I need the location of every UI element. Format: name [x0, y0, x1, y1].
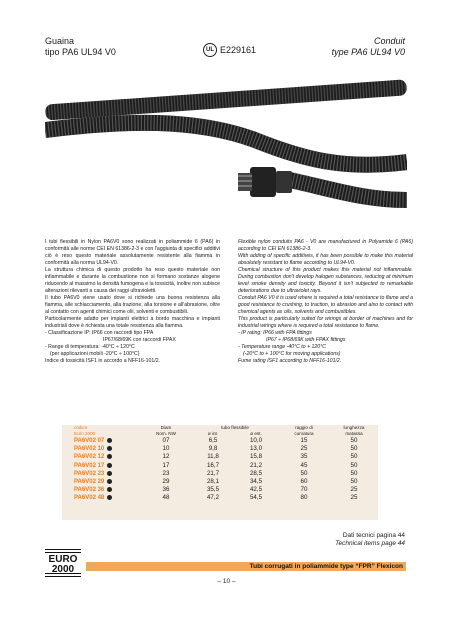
ul-certification-icon: UL	[203, 43, 217, 57]
cell-lunghezza-value: 50	[350, 478, 358, 486]
cell-raggio	[278, 494, 330, 502]
cell-est	[234, 478, 278, 486]
reference-it: Dati tecnici pagina 44	[342, 532, 405, 539]
cell-nw	[140, 445, 192, 453]
cell-nw-value: 29	[162, 478, 170, 486]
cell-est-value: 34,5	[249, 478, 263, 486]
cell-lunghezza-value: 25	[350, 494, 358, 502]
description-italian	[45, 239, 220, 365]
logo-line1: EURO	[48, 554, 78, 565]
header-subtitle-en: type PA6 UL94 V0	[331, 47, 405, 57]
text-en-bullet: - IP rating: IP66 with FPA fittings	[238, 330, 312, 336]
cell-raggio-value: 50	[300, 469, 308, 477]
cell-raggio	[278, 478, 330, 486]
col-header-matassa: matassa	[345, 431, 363, 436]
cell-est	[234, 445, 278, 453]
cell-est-value: 10,0	[249, 437, 263, 444]
euro2000-logo	[45, 548, 81, 578]
cell-est-value: 28,5	[249, 469, 263, 477]
cell-nw-value: 07	[162, 437, 170, 444]
cell-raggio	[278, 486, 330, 494]
text-en-paragraph: Chemical structure of this product makes this material not inflammable. During combustion don't develop halogen substances, reducing at minimum level smoke density and toxicity. Beyond it isn't subjected to remarkable deteriorations due to ultraviolet rays.	[238, 267, 413, 294]
page-number: – 10 –	[217, 578, 236, 585]
cell-lunghezza-value: 50	[350, 437, 358, 444]
col-header-diam: Diam	[160, 425, 172, 430]
cell-code	[62, 478, 140, 486]
text-en-paragraph: Flexible nylon conduits PA6 - V0 are manufactured in Polyamide 6 (PA6) according to CEI EN 61386-2-3.	[238, 239, 413, 252]
cell-code	[62, 437, 140, 445]
bullet-icon	[107, 454, 112, 459]
cell-lunghezza-value: 50	[350, 445, 358, 453]
cell-est	[234, 494, 278, 502]
cell-code-value: PA6V02 07	[74, 438, 105, 444]
text-it-bullet: (per applicazioni mobili -20°C ÷ 100°C)	[50, 351, 140, 357]
cell-raggio	[278, 453, 330, 461]
cell-raggio-value: 70	[300, 486, 308, 494]
cell-raggio-value: 15	[300, 437, 308, 444]
text-en-bullet: IP67 ÷ IP68/69K with FPAX fittings	[266, 337, 346, 343]
cell-nw-value: 23	[162, 469, 170, 477]
cell-est-value: 13,0	[249, 445, 263, 453]
cell-lunghezza-value: 50	[350, 469, 358, 477]
cell-raggio-value: 25	[300, 445, 308, 453]
cell-est	[234, 453, 278, 461]
cell-lunghezza	[330, 478, 378, 486]
cell-code	[62, 462, 140, 470]
cell-nw	[140, 453, 192, 461]
cell-int	[192, 486, 234, 494]
header-title-it: Guaina	[45, 36, 75, 46]
specs-table	[62, 425, 378, 520]
cell-est	[234, 437, 278, 445]
col-header-codice: codice	[74, 425, 88, 430]
cell-raggio	[278, 462, 330, 470]
cell-int	[192, 437, 234, 445]
cell-est	[234, 470, 278, 478]
text-en-paragraph: Conduit PA6 V0 it is used where is required a total resistance to flame and a good resistance to crushing, to traction, to abrasion and also to contact with chemical agents as oils, solvents and combustibles.	[238, 295, 413, 315]
text-it-paragraph: La struttura chimica di questo prodotto ha reso questo materiale non infiammabile e durante la combustione non si formano sostanze alogene riducendo al massimo la densità fumogena e la tossicità, inoltre non subisce alterazioni rilevanti a causa dei raggi ultravioletti.	[45, 267, 220, 294]
cell-est	[234, 486, 278, 494]
cell-int-value: 9,8	[208, 445, 218, 453]
cell-lunghezza	[330, 462, 378, 470]
table-row	[62, 470, 378, 478]
cell-int	[192, 478, 234, 486]
table-row	[62, 453, 378, 461]
cell-nw-value: 48	[162, 494, 170, 502]
cell-nw-value: 17	[162, 461, 170, 469]
table-row	[62, 437, 378, 445]
cell-code-value: PA6V02 29	[74, 479, 105, 486]
cell-est	[234, 462, 278, 470]
cell-int-value: 21,7	[206, 469, 220, 477]
bullet-icon	[107, 463, 112, 468]
bullet-icon	[107, 487, 112, 492]
table-row	[62, 486, 378, 494]
cell-raggio	[278, 437, 330, 445]
col-header-est: ø est.	[250, 431, 262, 436]
cell-nw	[140, 462, 192, 470]
text-en-paragraph: With adding of specific additives, it has been possible to make this material absolutely resistant to flame according to UL94-V0.	[238, 253, 413, 266]
cell-int	[192, 462, 234, 470]
table-row	[62, 462, 378, 470]
cell-raggio	[278, 470, 330, 478]
cell-int-value: 28,1	[206, 478, 220, 486]
cell-lunghezza-value: 50	[350, 461, 358, 469]
table-row	[62, 494, 378, 502]
header-subtitle-it: tipo PA6 UL94 V0	[45, 47, 116, 57]
text-en-paragraph: Fume rating ISF1 according to NFF16-101/2.	[238, 358, 342, 364]
cell-code	[62, 445, 140, 453]
cell-lunghezza	[330, 453, 378, 461]
cell-int-value: 35,5	[206, 486, 220, 494]
cell-int	[192, 445, 234, 453]
cell-raggio-value: 80	[300, 494, 308, 502]
cell-est-value: 21,2	[249, 461, 263, 469]
bullet-icon	[107, 471, 112, 476]
cell-code-value: PA6V02 36	[74, 487, 105, 494]
cell-lunghezza-value: 50	[350, 453, 358, 461]
col-header-euro: Euro 2000	[74, 431, 96, 436]
text-it-bullet: - Range di temperatura: -40°C ÷ 120°C	[45, 344, 135, 350]
text-en-bullet: - Temperature range -40°C to + 120°C	[238, 344, 327, 350]
fitting	[238, 167, 292, 197]
cell-int-value: 6,5	[208, 437, 218, 444]
cell-nw-value: 36	[162, 486, 170, 494]
ul-code: E229161	[220, 45, 257, 55]
text-it-bullet: - Classificazione IP: IP66 con raccordi tipo FPA	[45, 330, 154, 336]
reference-en: Technical items page 44	[335, 540, 405, 547]
col-header-tubo: tubo flessibile	[221, 425, 249, 430]
text-it-paragraph: Indice di tossicità ISF1 in accordo a NFF16-101/2.	[45, 358, 161, 364]
cell-est-value: 42,5	[249, 486, 263, 494]
footer-title: Tubi corrugati in poliammide type “FPR” Flexicon	[249, 563, 403, 570]
description-english	[238, 239, 413, 365]
table-row	[62, 445, 378, 453]
cell-int-value: 16,7	[206, 461, 220, 469]
cell-lunghezza	[330, 437, 378, 445]
cell-lunghezza	[330, 445, 378, 453]
bullet-icon	[107, 446, 112, 451]
header-left	[45, 36, 116, 58]
cell-code-value: PA6V02 23	[74, 470, 105, 477]
cell-nw	[140, 437, 192, 445]
bullet-icon	[107, 438, 112, 443]
cell-raggio-value: 45	[300, 461, 308, 469]
col-header-curvatura: curvatura	[294, 431, 314, 436]
cell-code-value: PA6V02 10	[74, 446, 105, 453]
logo-line2: 2000	[51, 564, 75, 575]
cell-nw	[140, 470, 192, 478]
cell-code	[62, 486, 140, 494]
cell-code	[62, 470, 140, 478]
technical-reference	[335, 532, 405, 548]
header-title-en: Conduit	[373, 36, 405, 46]
bullet-icon	[107, 495, 112, 500]
cell-est-value: 54,5	[249, 494, 263, 502]
cell-nw	[140, 486, 192, 494]
col-header-raggio: raggio di	[295, 425, 313, 430]
cell-nw	[140, 494, 192, 502]
cell-code	[62, 494, 140, 502]
text-it-paragraph: Il tubo PA6V0 viene usato dove si richiede una buona resistenza alla fiamma, alle schiacciamento, alla trazione, alla torsione e all'abrasione, oltre al contatto con agenti chimici come olii, solventi e combustibili.	[45, 295, 220, 315]
cell-lunghezza-value: 25	[350, 486, 358, 494]
cell-int	[192, 470, 234, 478]
cell-int-value: 47,2	[206, 494, 220, 502]
col-header-int: ø int.	[207, 431, 219, 436]
cell-raggio	[278, 445, 330, 453]
text-it-paragraph: I tubi flessibili in Nylon PA6V0 sono realizzati in poliammide 6 (PA6) in conformità alle norme CEI EN 61386-2-3 e con l'aggiunta di specifici additivi ciò è reso questo materiale assolutamente resistente alla fiamma in conformità alla norma UL94-V0.	[45, 239, 220, 266]
cell-int	[192, 453, 234, 461]
cell-code-value: PA6V02 48	[74, 495, 105, 502]
cell-lunghezza	[330, 494, 378, 502]
text-en-bullet: (-20°C to + 100°C for moving applications)	[243, 351, 341, 357]
cell-code	[62, 453, 140, 461]
header-right	[332, 36, 405, 58]
product-photo	[45, 70, 407, 225]
cell-code-value: PA6V02 17	[74, 462, 105, 469]
col-header-nom: Nom. NW	[156, 431, 176, 436]
cell-est-value: 15,8	[249, 453, 263, 461]
cell-lunghezza	[330, 486, 378, 494]
cell-nw-value: 12	[162, 453, 170, 461]
cell-code-value: PA6V02 12	[74, 454, 105, 461]
cell-raggio-value: 35	[300, 453, 308, 461]
cell-int	[192, 494, 234, 502]
bullet-icon	[107, 479, 112, 484]
col-header-lunghezza: lunghezza	[343, 425, 365, 430]
text-it-paragraph: Particolarmente adatto per impianti elettrici a bordo macchina e impianti industriali dove è richiesta una totale resistenza alla fiamma.	[45, 316, 220, 329]
table-row	[62, 478, 378, 486]
cell-nw	[140, 478, 192, 486]
cell-raggio-value: 60	[300, 478, 308, 486]
cell-lunghezza	[330, 470, 378, 478]
cell-int-value: 11,8	[207, 453, 219, 461]
text-en-paragraph: This product is particularly suited for wirings at border of machines and for industrial wirings where is required a total resistance to flame.	[238, 316, 413, 329]
text-it-bullet: IP67/68/69K con raccordi FPAX	[103, 337, 176, 343]
cell-nw-value: 10	[162, 445, 170, 453]
